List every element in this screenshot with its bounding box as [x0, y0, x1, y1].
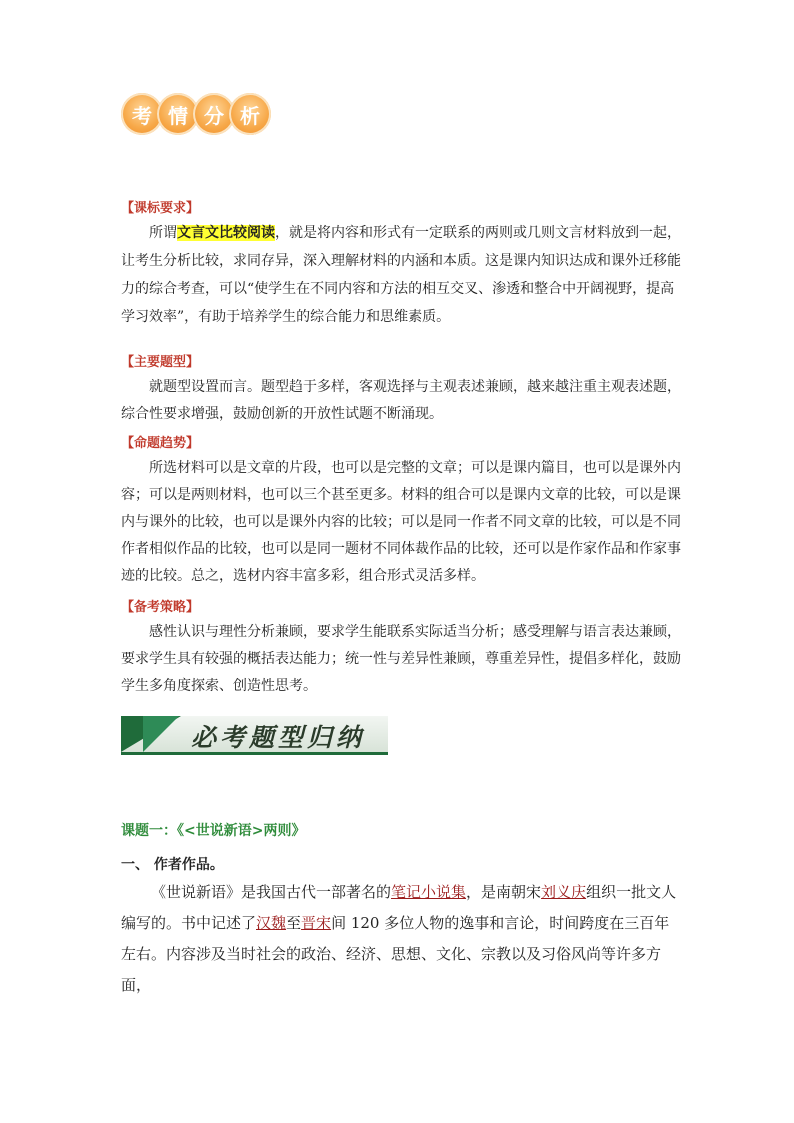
text: 《世说新语》是我国古代一部著名的: [151, 883, 392, 901]
lesson-title: 课题一：《<世说新语>两则》: [121, 823, 306, 839]
banner-char: 考: [121, 93, 163, 135]
question-types-paragraph: [121, 374, 681, 428]
highlighted-term: 文言文比较阅读: [177, 225, 275, 241]
text: 所谓: [149, 225, 177, 241]
text: 组织一批文人编写的。书中记述了: [121, 883, 677, 932]
trend-paragraph: [121, 455, 681, 590]
text: ，就是将内容和形式有一定联系的两则或几则文言材料放到一起，让考生分析比较，求同存异，深入理解材料的内涵和本质。这是课内知识达成和课外迁移能力的综合考查，可以“使学生在不同内容和方法的相互交叉、渗透和整合中开阔视野，提高学习效率”，有助于培养学生的综合能力和思维素质。: [121, 225, 681, 325]
section-label-curriculum: 【课标要求】: [121, 201, 200, 216]
curriculum-paragraph: [121, 219, 681, 331]
banner-triangle-accent: [143, 716, 179, 752]
banner-char: 分: [193, 93, 235, 135]
author-paragraph: [121, 877, 681, 1001]
section-label-trend: 【命题趋势】: [121, 436, 200, 451]
text: 至: [286, 914, 302, 932]
banner-char: 情: [157, 93, 199, 135]
link-liuyiqing[interactable]: 刘义庆: [541, 883, 587, 901]
text: 就题型设置而言。题型趋于多样，客观选择与主观表述兼顾，越来越注重主观表述题，综合性要求增强，鼓励创新的开放性试题不断涌现。: [121, 379, 681, 422]
banner-title: 必考题型归纳: [191, 723, 366, 752]
text: ，是南朝宋: [466, 883, 542, 901]
link-jinsong[interactable]: 晋宋: [301, 914, 332, 932]
author-heading: 一、 作者作品。: [121, 857, 224, 873]
strategy-paragraph: [121, 619, 681, 700]
text: 间 120 多位人物的逸事和言论，时间跨度在三百年左右。内容涉及当时社会的政治、经济、思想、文化、宗教以及习俗风尚等许多方面，: [121, 914, 670, 994]
text: 感性认识与理性分析兼顾，要求学生能联系实际适当分析；感受理解与语言表达兼顾，要求学生具有较强的概括表达能力；统一性与差异性兼顾，尊重差异性，提倡多样化，鼓励学生多角度探索、创造性思考。: [121, 624, 681, 694]
banner-char: 析: [229, 93, 271, 135]
required-question-types-banner: [121, 716, 388, 754]
section-label-question-types: 【主要题型】: [121, 355, 200, 370]
link-biji[interactable]: 笔记小说集: [391, 883, 467, 901]
text: 所选材料可以是文章的片段，也可以是完整的文章；可以是课内篇目，也可以是课外内容；可以是两则材料，也可以三个甚至更多。材料的组合可以是课内文章的比较，可以是课内与课外的比较，也可以是课外内容的比较；可以是同一作者不同文章的比较，可以是不同作者相似作品的比较，也可以是同一题材不同体裁作品的比较，还可以是作家作品和作家事迹的比较。总之，选材内容丰富多彩，组合形式灵活多样。: [121, 460, 681, 584]
section-label-strategy: 【备考策略】: [121, 600, 200, 615]
exam-analysis-banner: [121, 93, 265, 135]
link-hanwei[interactable]: 汉魏: [256, 914, 287, 932]
